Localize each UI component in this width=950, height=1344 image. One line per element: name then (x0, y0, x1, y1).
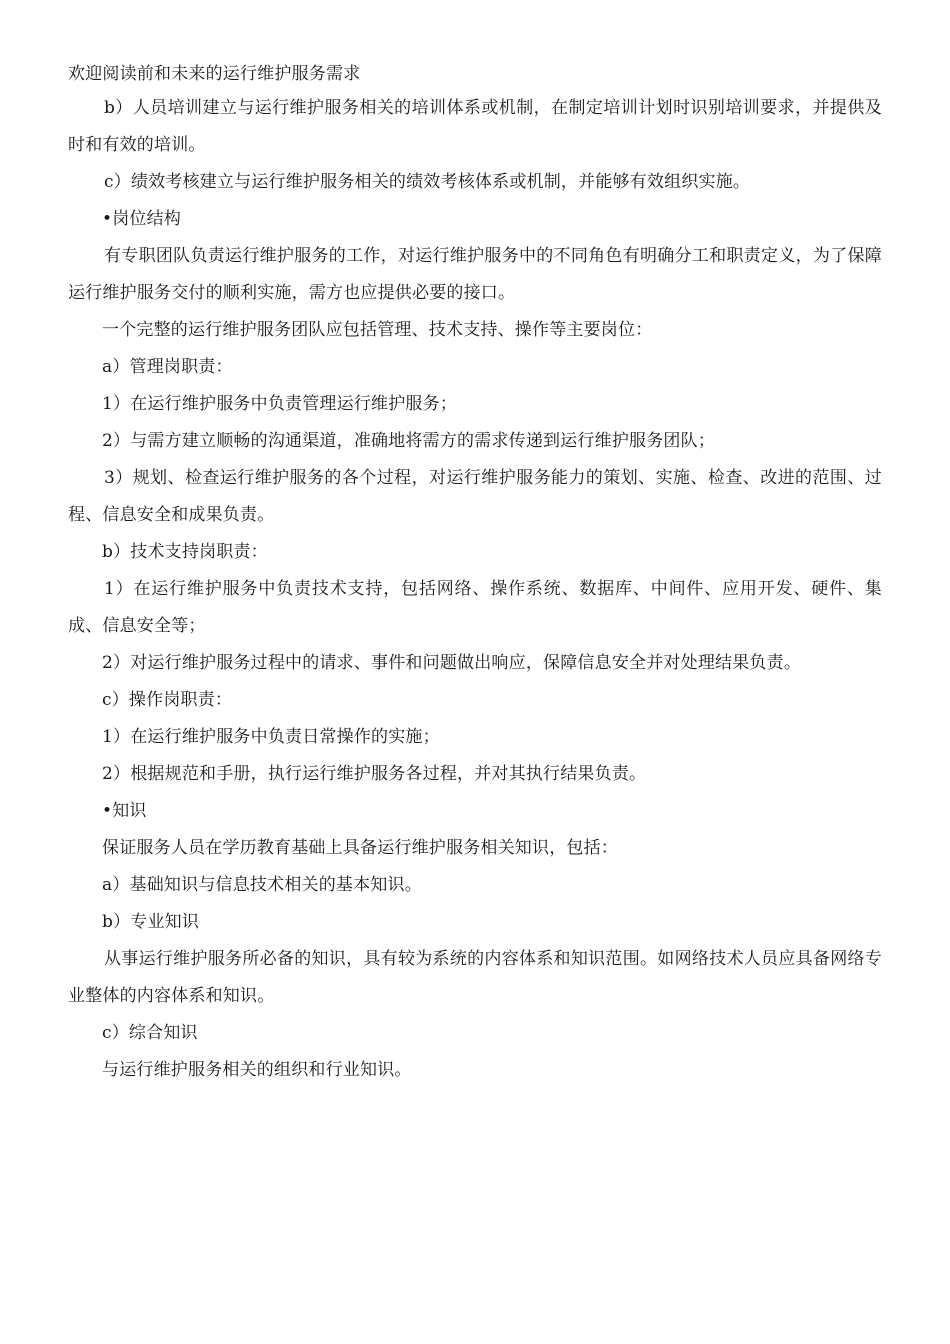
paragraph-training: b）人员培训建立与运行维护服务相关的培训体系或机制，在制定培训计划时识别培训要求，并提供及时和有效的培训。 (68, 98, 882, 155)
list-item-basic-knowledge: a）基础知识与信息技术相关的基本知识。 (102, 875, 422, 895)
page-heading: 欢迎阅读前和未来的运行维护服务需求 (68, 64, 361, 84)
section-heading-knowledge: •知识 (102, 801, 147, 821)
paragraph-comprehensive-knowledge: 与运行维护服务相关的组织和行业知识。 (102, 1060, 412, 1080)
list-item-tech-support-2: 2）对运行维护服务过程中的请求、事件和问题做出响应，保障信息安全并对处理结果负责。 (102, 653, 802, 673)
list-item-management-1: 1）在运行维护服务中负责管理运行维护服务； (102, 394, 458, 414)
list-item-operations-2: 2）根据规范和手册，执行运行维护服务各过程，并对其执行结果负责。 (102, 764, 647, 784)
list-item-operations-1: 1）在运行维护服务中负责日常操作的实施； (102, 727, 440, 747)
paragraph-performance: c）绩效考核建立与运行维护服务相关的绩效考核体系或机制，并能够有效组织实施。 (104, 172, 751, 192)
list-heading-comprehensive-knowledge: c）综合知识 (102, 1023, 198, 1043)
list-heading-management: a）管理岗职责： (102, 357, 233, 377)
list-item-management-2: 2）与需方建立顺畅的沟通渠道，准确地将需方的需求传递到运行维护服务团队； (102, 431, 716, 451)
section-heading-positions: •岗位结构 (102, 209, 182, 229)
paragraph-knowledge-intro: 保证服务人员在学历教育基础上具备运行维护服务相关知识，包括： (102, 838, 618, 858)
list-heading-tech-support: b）技术支持岗职责： (102, 542, 268, 562)
list-heading-professional-knowledge: b）专业知识 (102, 912, 200, 932)
paragraph-professional-knowledge: 从事运行维护服务所必备的知识，具有较为系统的内容体系和知识范围。如网络技术人员应具备网络专业整体的内容体系和知识。 (68, 949, 882, 1006)
list-heading-operations: c）操作岗职责： (102, 690, 233, 710)
list-item-tech-support-1: 1）在运行维护服务中负责技术支持，包括网络、操作系统、数据库、中间件、应用开发、硬件、集成、信息安全等； (68, 579, 882, 636)
paragraph-dedicated-team: 有专职团队负责运行维护服务的工作，对运行维护服务中的不同角色有明确分工和职责定义，为了保障运行维护服务交付的顺利实施，需方也应提供必要的接口。 (68, 246, 882, 303)
paragraph-team-composition: 一个完整的运行维护服务团队应包括管理、技术支持、操作等主要岗位： (102, 320, 653, 340)
list-item-management-3: 3）规划、检查运行维护服务的各个过程，对运行维护服务能力的策划、实施、检查、改进的范围、过程、信息安全和成果负责。 (68, 468, 882, 525)
